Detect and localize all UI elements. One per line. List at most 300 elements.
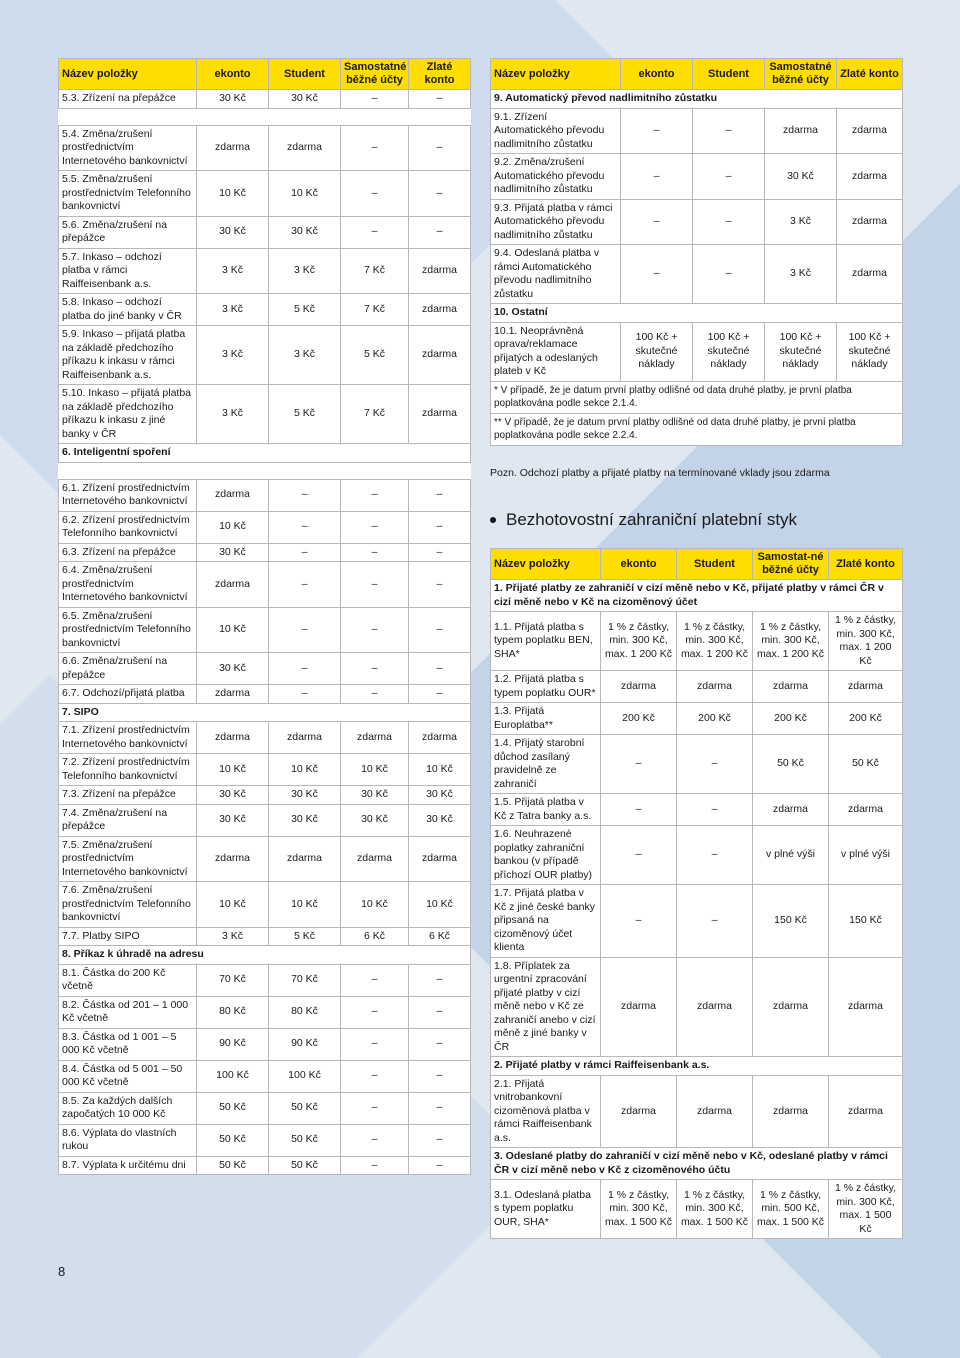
fee-zlate: 1 % z částky, min. 300 Kč, max. 1 200 Kč: [829, 612, 903, 671]
fee-zlate: zdarma: [837, 245, 903, 304]
fee-ekonto: –: [601, 826, 677, 885]
table-row: [59, 964, 471, 996]
fee-samostatne: –: [341, 90, 409, 109]
header-name: Název položky: [491, 59, 621, 90]
fee-student: 30 Kč: [269, 90, 341, 109]
fee-samostatne: zdarma: [753, 957, 829, 1057]
item-name: 6.2. Zřízení prostřednictvím Telefonního bankovnictví: [59, 511, 197, 543]
header-student: Student: [677, 549, 753, 580]
item-name: 5.8. Inkaso – odchozí platba do jiné banky v ČR: [59, 294, 197, 326]
fee-samostatne: zdarma: [341, 722, 409, 754]
section-row: [491, 304, 903, 323]
fee-samostatne: 200 Kč: [753, 703, 829, 735]
item-name: 8.4. Částka od 5 001 – 50 000 Kč včetně: [59, 1060, 197, 1092]
item-name: 7.2. Zřízení prostřednictvím Telefonního bankovnictví: [59, 754, 197, 786]
fee-ekonto: 30 Kč: [197, 543, 269, 562]
footnote-row: [491, 381, 903, 413]
section-row: [491, 580, 903, 612]
left-fee-table: [58, 58, 471, 1175]
fee-zlate: –: [409, 125, 471, 171]
fee-samostatne: –: [341, 511, 409, 543]
fee-samostatne: –: [341, 996, 409, 1028]
fee-student: 5 Kč: [269, 385, 341, 444]
fee-samostatne: 7 Kč: [341, 385, 409, 444]
item-name: 9.1. Zřízení Automatického převodu nadlimitního zůstatku: [491, 108, 621, 154]
fee-samostatne: 30 Kč: [341, 804, 409, 836]
fee-zlate: –: [409, 479, 471, 511]
table-row: [59, 294, 471, 326]
fee-ekonto: –: [621, 245, 693, 304]
item-name: 5.10. Inkaso – přijatá platba na základě předchozího příkazu k inkasu z jiné banky v ČR: [59, 385, 197, 444]
fee-ekonto: 70 Kč: [197, 964, 269, 996]
table-row: [491, 245, 903, 304]
item-name: 1.4. Přijatý starobní důchod zasílaný pravidelně ze zahraničí: [491, 735, 601, 794]
fee-zlate: –: [409, 1124, 471, 1156]
table-row: [491, 671, 903, 703]
fee-student: –: [693, 245, 765, 304]
table-row: [59, 754, 471, 786]
fee-zlate: –: [409, 964, 471, 996]
fee-ekonto: 3 Kč: [197, 326, 269, 385]
left-fee-table-container: [58, 58, 470, 1175]
fee-zlate: –: [409, 1092, 471, 1124]
fee-zlate: zdarma: [409, 836, 471, 882]
item-name: 6.4. Změna/zrušení prostřednictvím Internetového bankovnictví: [59, 562, 197, 608]
fee-student: 50 Kč: [269, 1124, 341, 1156]
fee-samostatne: –: [341, 607, 409, 653]
item-name: 5.3. Zřízení na přepážce: [59, 90, 197, 109]
table-row: [491, 1075, 903, 1148]
section-title: 3. Odeslané platby do zahraničí v cizí měně nebo v Kč, odeslané platby v rámci ČR v cizí měně nebo v Kč z cizoměnového účtu: [491, 1148, 903, 1180]
section-title: 8. Příkaz k úhradě na adresu: [59, 946, 471, 965]
fee-zlate: –: [409, 90, 471, 109]
fee-student: –: [269, 562, 341, 608]
fee-zlate: –: [409, 685, 471, 704]
fee-ekonto: 3 Kč: [197, 385, 269, 444]
fee-student: 1 % z částky, min. 300 Kč, max. 1 200 Kč: [677, 612, 753, 671]
fee-ekonto: zdarma: [197, 562, 269, 608]
fee-ekonto: 80 Kč: [197, 996, 269, 1028]
fee-zlate: –: [409, 1060, 471, 1092]
fee-samostatne: 50 Kč: [753, 735, 829, 794]
item-name: 8.7. Výplata k určitému dni: [59, 1156, 197, 1175]
fee-ekonto: 10 Kč: [197, 171, 269, 217]
fee-samostatne: 100 Kč + skutečné náklady: [765, 322, 837, 381]
item-name: 1.2. Přijatá platba s typem poplatku OUR*: [491, 671, 601, 703]
header-zlate: Zlaté konto: [409, 59, 471, 90]
fee-student: zdarma: [677, 1075, 753, 1148]
section-row: [491, 1057, 903, 1076]
fee-zlate: zdarma: [409, 248, 471, 294]
fee-ekonto: zdarma: [197, 836, 269, 882]
fee-ekonto: 30 Kč: [197, 90, 269, 109]
fee-samostatne: –: [341, 171, 409, 217]
fee-zlate: zdarma: [829, 794, 903, 826]
fee-zlate: 100 Kč + skutečné náklady: [837, 322, 903, 381]
fee-student: 30 Kč: [269, 786, 341, 805]
item-name: 8.5. Za každých dalších započatých 10 000 Kč: [59, 1092, 197, 1124]
fee-ekonto: zdarma: [197, 685, 269, 704]
item-name: 1.3. Přijatá Europlatba**: [491, 703, 601, 735]
item-name: 8.6. Výplata do vlastních rukou: [59, 1124, 197, 1156]
item-name: 1.7. Přijatá platba v Kč z jiné české banky připsaná na cizoměnový účet klienta: [491, 885, 601, 958]
fee-ekonto: 10 Kč: [197, 882, 269, 928]
fee-student: 100 Kč + skutečné náklady: [693, 322, 765, 381]
fee-ekonto: –: [621, 154, 693, 200]
fee-zlate: 10 Kč: [409, 882, 471, 928]
fee-ekonto: 30 Kč: [197, 804, 269, 836]
fee-samostatne: –: [341, 1156, 409, 1175]
fee-student: 5 Kč: [269, 927, 341, 946]
fee-zlate: –: [409, 562, 471, 608]
table-row: [59, 786, 471, 805]
fee-ekonto: 50 Kč: [197, 1092, 269, 1124]
fee-ekonto: 10 Kč: [197, 754, 269, 786]
bullet-icon: [490, 517, 496, 523]
fee-zlate: 1 % z částky, min. 300 Kč, max. 1 500 Kč: [829, 1180, 903, 1239]
item-name: 7.3. Zřízení na přepážce: [59, 786, 197, 805]
fee-student: 3 Kč: [269, 326, 341, 385]
table-row: [491, 794, 903, 826]
foreign-payments-fee-table: [490, 548, 903, 1239]
header-samostatne: Samostat-né běžné účty: [753, 549, 829, 580]
table-row: [59, 562, 471, 608]
fee-zlate: zdarma: [409, 326, 471, 385]
fee-student: –: [269, 543, 341, 562]
section-title: 10. Ostatní: [491, 304, 903, 323]
table-row: [491, 957, 903, 1057]
section-heading-text: Bezhotovostní zahraniční platební styk: [506, 510, 798, 529]
fee-ekonto: 3 Kč: [197, 927, 269, 946]
table-row: [59, 1124, 471, 1156]
fee-ekonto: 200 Kč: [601, 703, 677, 735]
fee-student: 30 Kč: [269, 216, 341, 248]
fee-ekonto: 10 Kč: [197, 511, 269, 543]
fee-student: 200 Kč: [677, 703, 753, 735]
item-name: 7.4. Změna/zrušení na přepážce: [59, 804, 197, 836]
section-title: 7. SIPO: [59, 703, 471, 722]
fee-samostatne: 10 Kč: [341, 882, 409, 928]
fee-ekonto: –: [601, 885, 677, 958]
table-row: [59, 511, 471, 543]
fee-zlate: 6 Kč: [409, 927, 471, 946]
fee-samostatne: –: [341, 964, 409, 996]
fee-ekonto: 50 Kč: [197, 1124, 269, 1156]
section-title: 9. Automatický převod nadlimitního zůstatku: [491, 90, 903, 109]
table-row: [59, 90, 471, 109]
fee-samostatne: 30 Kč: [341, 786, 409, 805]
right-bottom-table-container: [490, 548, 902, 1239]
fee-student: –: [269, 653, 341, 685]
right-top-table-container: [490, 58, 902, 446]
fee-student: –: [693, 199, 765, 245]
table-row: [59, 653, 471, 685]
fee-student: –: [693, 108, 765, 154]
fee-zlate: –: [409, 171, 471, 217]
fee-samostatne: 150 Kč: [753, 885, 829, 958]
item-name: 7.6. Změna/zrušení prostřednictvím Telefonního bankovnictví: [59, 882, 197, 928]
item-name: 6.1. Zřízení prostřednictvím Internetového bankovnictví: [59, 479, 197, 511]
table-header-row: [491, 549, 903, 580]
spacer-row: [59, 108, 471, 125]
fee-student: –: [677, 794, 753, 826]
fee-zlate: –: [409, 511, 471, 543]
fee-samostatne: –: [341, 685, 409, 704]
fee-student: –: [693, 154, 765, 200]
fee-samostatne: –: [341, 1028, 409, 1060]
footnote-text: ** V případě, že je datum první platby odlišné od data druhé platby, je první platba poplatkována podle sekce 2.2.4.: [491, 413, 903, 445]
item-name: 6.6. Změna/zrušení na přepážce: [59, 653, 197, 685]
fee-zlate: –: [409, 996, 471, 1028]
table-row: [59, 171, 471, 217]
item-name: 1.8. Příplatek za urgentní zpracování přijaté platby v cizí měně nebo v Kč ze zahraničí anebo v cizí měně z jiné banky v ČR: [491, 957, 601, 1057]
note-termination-deposits: Pozn. Odchozí platby a přijaté platby na termínované vklady jsou zdarma: [490, 467, 830, 479]
item-name: 8.2. Částka od 201 – 1 000 Kč včetně: [59, 996, 197, 1028]
fee-samostatne: –: [341, 562, 409, 608]
fee-student: zdarma: [677, 671, 753, 703]
fee-samostatne: 1 % z částky, min. 500 Kč, max. 1 500 Kč: [753, 1180, 829, 1239]
header-ekonto: ekonto: [197, 59, 269, 90]
fee-ekonto: –: [621, 199, 693, 245]
item-name: 9.4. Odeslaná platba v rámci Automatického převodu nadlimitního zůstatku: [491, 245, 621, 304]
spacer-row: [59, 462, 471, 479]
table-row: [59, 1028, 471, 1060]
fee-samostatne: 6 Kč: [341, 927, 409, 946]
section-row: [59, 946, 471, 965]
table-row: [59, 1060, 471, 1092]
fee-zlate: v plné výši: [829, 826, 903, 885]
right-top-table-body: [491, 90, 903, 446]
fee-zlate: zdarma: [829, 1075, 903, 1148]
fee-ekonto: zdarma: [197, 479, 269, 511]
fee-samostatne: 30 Kč: [765, 154, 837, 200]
fee-samostatne: zdarma: [753, 671, 829, 703]
fee-ekonto: zdarma: [601, 671, 677, 703]
fee-student: –: [677, 735, 753, 794]
table-row: [59, 1156, 471, 1175]
fee-student: –: [269, 479, 341, 511]
section-heading: [490, 510, 797, 530]
fee-samostatne: zdarma: [341, 836, 409, 882]
item-name: 6.7. Odchozí/přijatá platba: [59, 685, 197, 704]
item-name: 10.1. Neoprávněná oprava/reklamace přijatých a odeslaných plateb v Kč: [491, 322, 621, 381]
fee-zlate: zdarma: [829, 671, 903, 703]
fee-ekonto: 30 Kč: [197, 216, 269, 248]
table-row: [59, 804, 471, 836]
section-title: 6. Inteligentní spoření: [59, 444, 471, 463]
header-samostatne: Samostatné běžné účty: [765, 59, 837, 90]
item-name: 2.1. Přijatá vnitrobankovní cizoměnová platba v rámci Raiffeisenbank a.s.: [491, 1075, 601, 1148]
fee-samostatne: –: [341, 216, 409, 248]
table-row: [59, 326, 471, 385]
section-row: [491, 90, 903, 109]
section-row: [59, 444, 471, 463]
fee-samostatne: zdarma: [765, 108, 837, 154]
fee-ekonto: zdarma: [197, 125, 269, 171]
table-row: [59, 685, 471, 704]
fee-student: 50 Kč: [269, 1156, 341, 1175]
fee-student: 10 Kč: [269, 171, 341, 217]
table-row: [59, 836, 471, 882]
fee-student: zdarma: [677, 957, 753, 1057]
fee-ekonto: 90 Kč: [197, 1028, 269, 1060]
item-name: 8.3. Částka od 1 001 – 5 000 Kč včetně: [59, 1028, 197, 1060]
fee-ekonto: 30 Kč: [197, 653, 269, 685]
item-name: 5.7. Inkaso – odchozí platba v rámci Raiffeisenbank a.s.: [59, 248, 197, 294]
fee-zlate: –: [409, 653, 471, 685]
fee-samostatne: 7 Kč: [341, 248, 409, 294]
fee-zlate: zdarma: [409, 294, 471, 326]
item-name: 1.1. Přijatá platba s typem poplatku BEN, SHA*: [491, 612, 601, 671]
fee-zlate: zdarma: [829, 957, 903, 1057]
header-ekonto: ekonto: [621, 59, 693, 90]
fee-student: –: [269, 685, 341, 704]
fee-zlate: –: [409, 1028, 471, 1060]
item-name: 7.1. Zřízení prostřednictvím Internetového bankovnictví: [59, 722, 197, 754]
table-row: [491, 322, 903, 381]
fee-zlate: zdarma: [837, 199, 903, 245]
table-row: [59, 927, 471, 946]
fee-student: zdarma: [269, 722, 341, 754]
fee-samostatne: 3 Kč: [765, 245, 837, 304]
table-row: [491, 1180, 903, 1239]
fee-samostatne: –: [341, 1060, 409, 1092]
fee-ekonto: zdarma: [601, 957, 677, 1057]
table-row: [491, 199, 903, 245]
section-title: 1. Přijaté platby ze zahraničí v cizí měně nebo v Kč, přijaté platby v rámci ČR v cizí měně nebo v Kč na cizoměnový účet: [491, 580, 903, 612]
fee-samostatne: zdarma: [753, 794, 829, 826]
fee-student: 80 Kč: [269, 996, 341, 1028]
fee-zlate: 150 Kč: [829, 885, 903, 958]
left-table-body: [59, 90, 471, 1175]
fee-student: –: [677, 885, 753, 958]
item-name: 9.2. Změna/zrušení Automatického převodu nadlimitního zůstatku: [491, 154, 621, 200]
fee-student: 100 Kč: [269, 1060, 341, 1092]
item-name: 1.5. Přijatá platba v Kč z Tatra banky a.s.: [491, 794, 601, 826]
header-student: Student: [269, 59, 341, 90]
fee-zlate: –: [409, 1156, 471, 1175]
header-zlate: Zlaté konto: [837, 59, 903, 90]
fee-zlate: zdarma: [837, 108, 903, 154]
fee-zlate: 10 Kč: [409, 754, 471, 786]
item-name: 5.6. Změna/zrušení na přepážce: [59, 216, 197, 248]
item-name: 3.1. Odeslaná platba s typem poplatku OUR, SHA*: [491, 1180, 601, 1239]
fee-student: 1 % z částky, min. 300 Kč, max. 1 500 Kč: [677, 1180, 753, 1239]
fee-samostatne: 10 Kč: [341, 754, 409, 786]
header-name: Název položky: [59, 59, 197, 90]
fee-zlate: zdarma: [409, 385, 471, 444]
item-name: 5.4. Změna/zrušení prostřednictvím Internetového bankovnictví: [59, 125, 197, 171]
fee-zlate: zdarma: [409, 722, 471, 754]
fee-student: –: [677, 826, 753, 885]
header-name: Název položky: [491, 549, 601, 580]
right-bottom-table-body: [491, 580, 903, 1239]
table-row: [59, 385, 471, 444]
table-row: [59, 543, 471, 562]
fee-ekonto: 1 % z částky, min. 300 Kč, max. 1 200 Kč: [601, 612, 677, 671]
table-header-row: [491, 59, 903, 90]
fee-student: 30 Kč: [269, 804, 341, 836]
fee-samostatne: –: [341, 1124, 409, 1156]
table-row: [59, 248, 471, 294]
fee-ekonto: 50 Kč: [197, 1156, 269, 1175]
table-row: [491, 703, 903, 735]
fee-zlate: 200 Kč: [829, 703, 903, 735]
item-name: 7.5. Změna/zrušení prostřednictvím Internetového bankovnictví: [59, 836, 197, 882]
fee-samostatne: –: [341, 653, 409, 685]
fee-student: 10 Kč: [269, 882, 341, 928]
fee-samostatne: –: [341, 479, 409, 511]
fee-samostatne: 5 Kč: [341, 326, 409, 385]
table-row: [59, 996, 471, 1028]
item-name: 5.9. Inkaso – přijatá platba na základě předchozího příkazu k inkasu v rámci Raiffeisenbank a.s.: [59, 326, 197, 385]
fee-zlate: 50 Kč: [829, 735, 903, 794]
section-row: [59, 703, 471, 722]
header-samostatne: Samostatné běžné účty: [341, 59, 409, 90]
fee-ekonto: 3 Kč: [197, 294, 269, 326]
table-row: [491, 108, 903, 154]
table-row: [59, 607, 471, 653]
footnote-row: [491, 413, 903, 445]
footnote-text: * V případě, že je datum první platby odlišné od data druhé platby, je první platba poplatkována podle sekce 2.1.4.: [491, 381, 903, 413]
table-header-row: [59, 59, 471, 90]
fee-student: 3 Kč: [269, 248, 341, 294]
section-row: [491, 1148, 903, 1180]
fee-samostatne: 1 % z částky, min. 300 Kč, max. 1 200 Kč: [753, 612, 829, 671]
item-name: 1.6. Neuhrazené poplatky zahraniční bankou (v případě příchozí OUR platby): [491, 826, 601, 885]
item-name: 5.5. Změna/zrušení prostřednictvím Telefonního bankovnictví: [59, 171, 197, 217]
table-row: [59, 216, 471, 248]
fee-zlate: 30 Kč: [409, 804, 471, 836]
fee-ekonto: 3 Kč: [197, 248, 269, 294]
fee-student: –: [269, 511, 341, 543]
spacer-cell: [59, 462, 471, 479]
table-row: [59, 722, 471, 754]
fee-ekonto: –: [601, 735, 677, 794]
fee-samostatne: zdarma: [753, 1075, 829, 1148]
fee-student: –: [269, 607, 341, 653]
fee-student: zdarma: [269, 836, 341, 882]
item-name: 6.5. Změna/zrušení prostřednictvím Telefonního bankovnictví: [59, 607, 197, 653]
fee-samostatne: –: [341, 125, 409, 171]
spacer-cell: [59, 108, 471, 125]
fee-samostatne: –: [341, 1092, 409, 1124]
table-row: [491, 735, 903, 794]
header-ekonto: ekonto: [601, 549, 677, 580]
table-row: [59, 882, 471, 928]
fee-zlate: zdarma: [837, 154, 903, 200]
table-row: [491, 826, 903, 885]
section-title: 2. Přijaté platby v rámci Raiffeisenbank a.s.: [491, 1057, 903, 1076]
fee-ekonto: zdarma: [601, 1075, 677, 1148]
fee-student: zdarma: [269, 125, 341, 171]
page-number: 8: [58, 1264, 66, 1279]
table-row: [59, 479, 471, 511]
fee-zlate: –: [409, 607, 471, 653]
fee-ekonto: 100 Kč: [197, 1060, 269, 1092]
fee-student: 10 Kč: [269, 754, 341, 786]
fee-ekonto: 30 Kč: [197, 786, 269, 805]
table-row: [491, 885, 903, 958]
fee-ekonto: –: [601, 794, 677, 826]
fee-ekonto: 100 Kč + skutečné náklady: [621, 322, 693, 381]
table-row: [491, 612, 903, 671]
fee-student: 70 Kč: [269, 964, 341, 996]
fee-zlate: –: [409, 216, 471, 248]
fee-student: 5 Kč: [269, 294, 341, 326]
right-top-fee-table: [490, 58, 903, 446]
item-name: 8.1. Částka do 200 Kč včetně: [59, 964, 197, 996]
